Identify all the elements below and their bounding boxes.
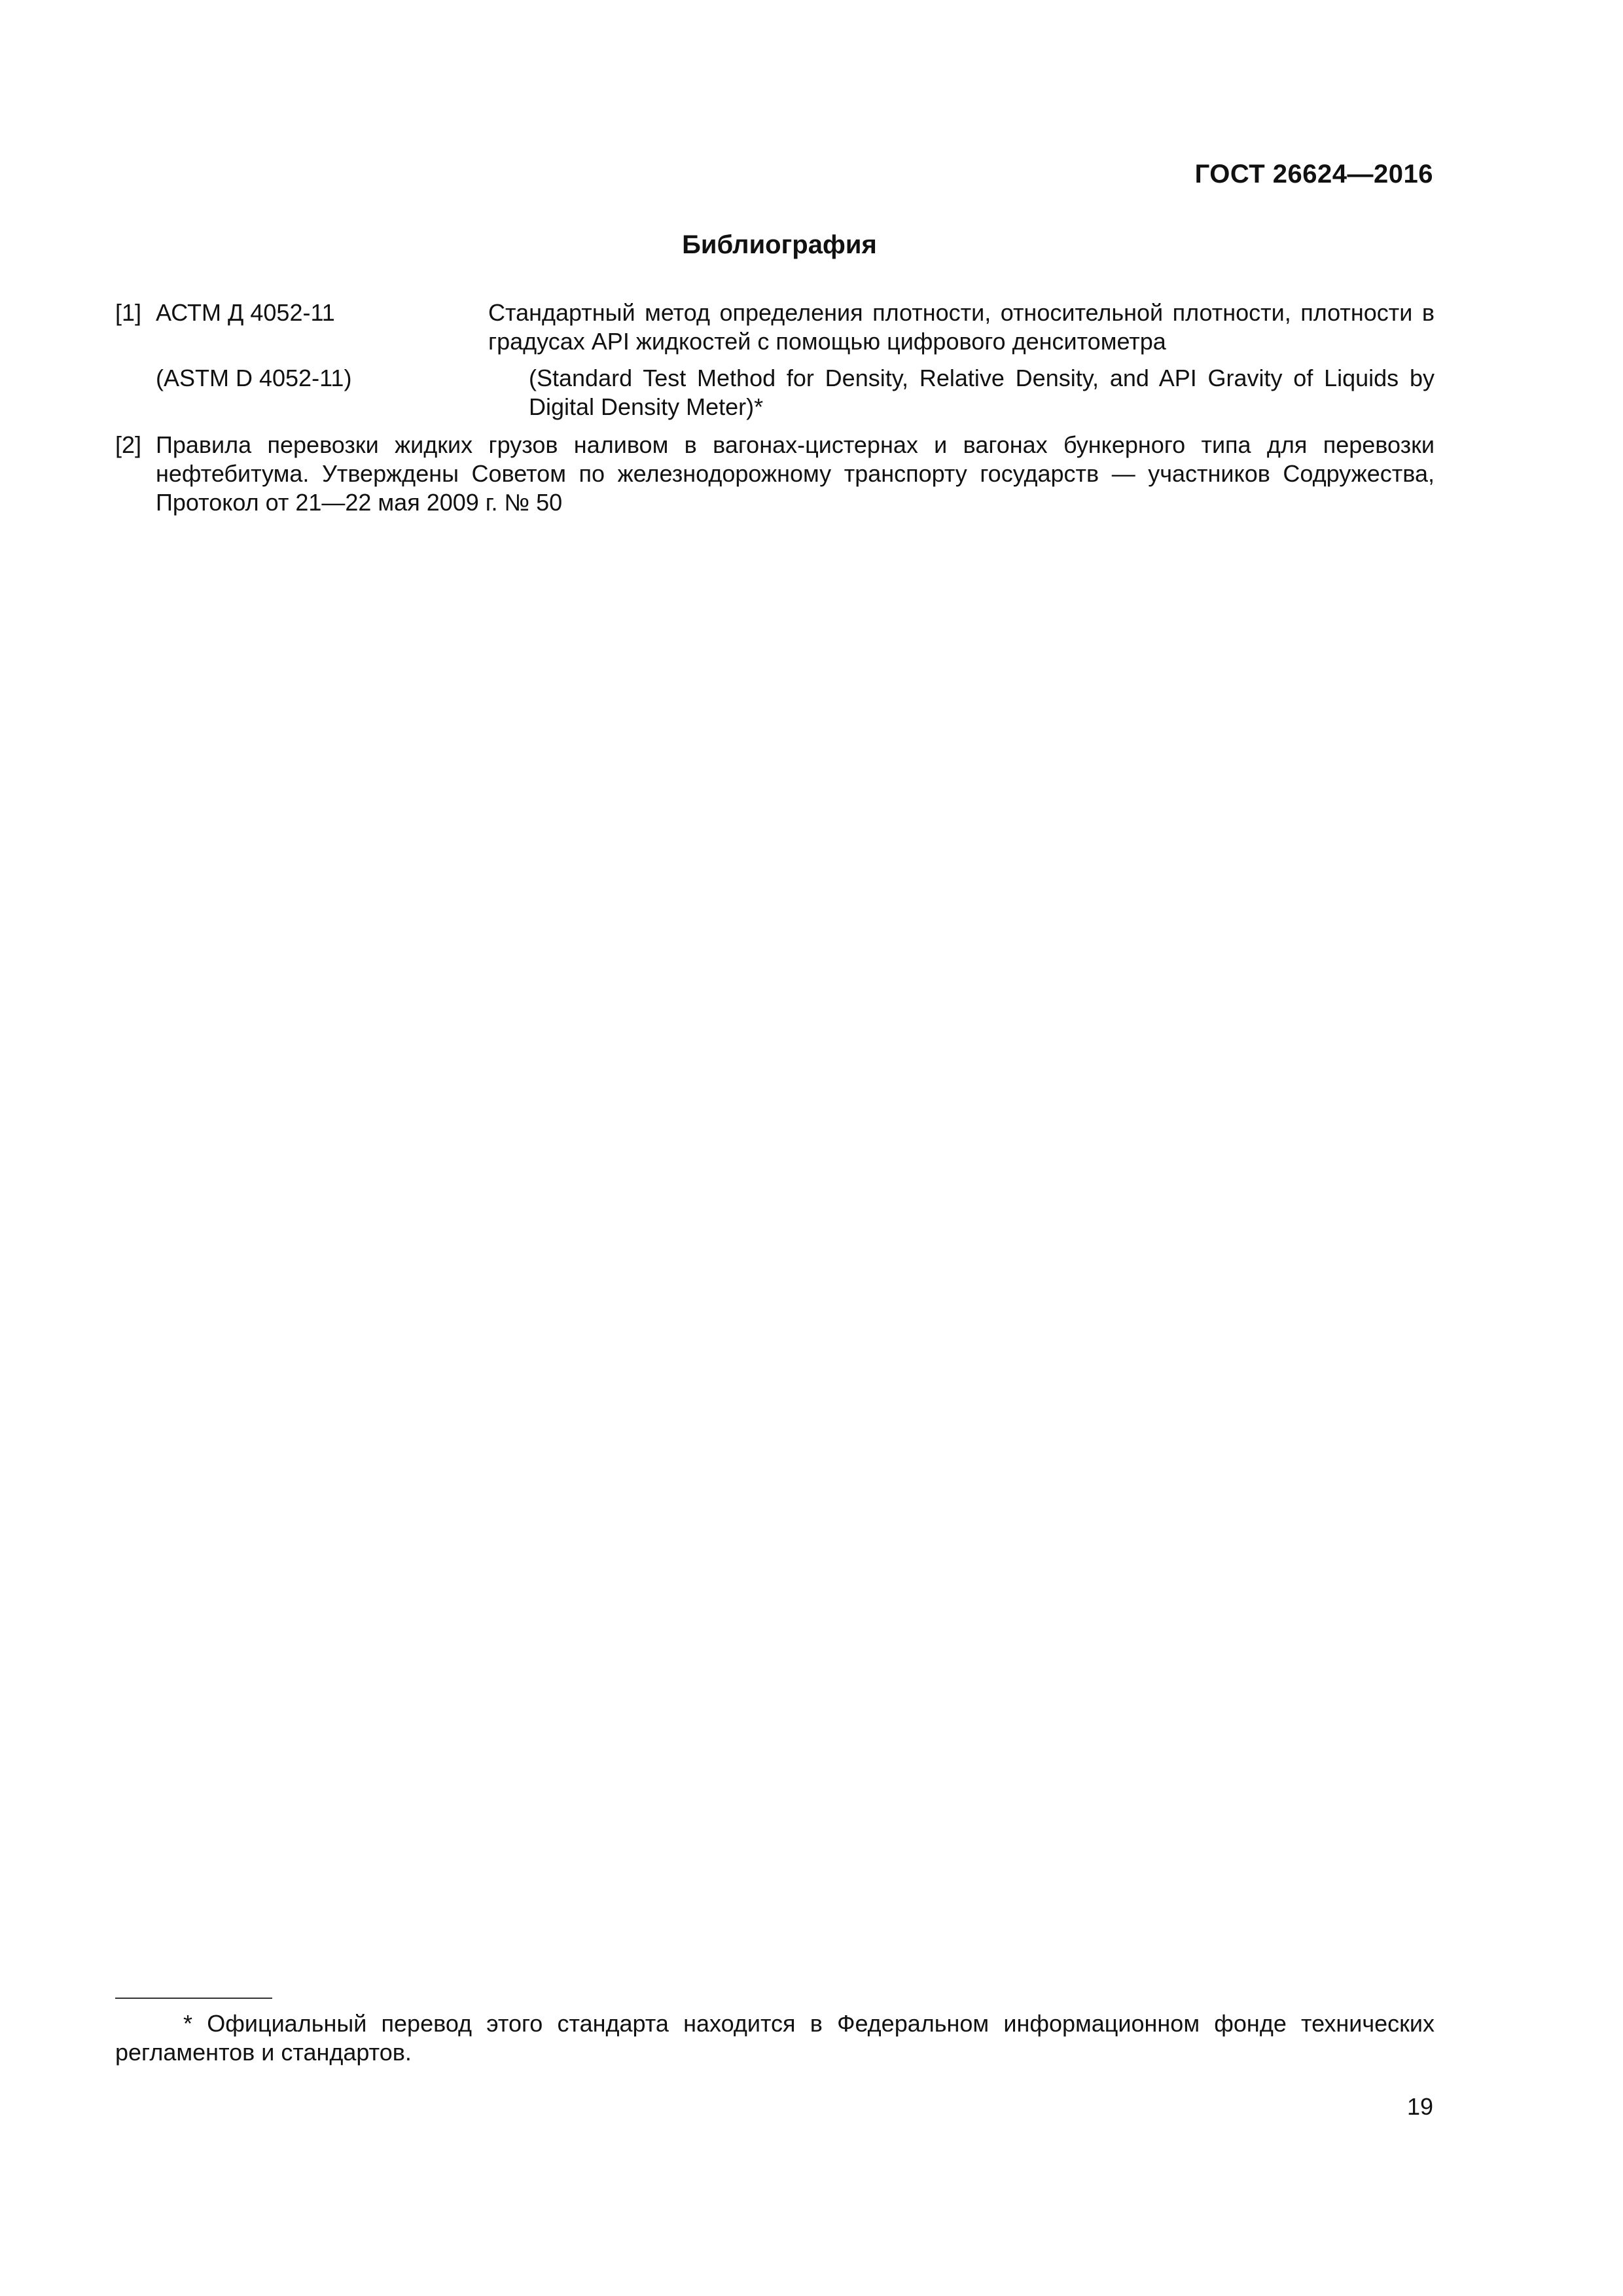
entry-code-ru: АСТМ Д 4052-11 xyxy=(156,299,335,326)
footnote-divider xyxy=(115,1998,272,1999)
entry-number: [1] xyxy=(115,299,142,326)
entry-number: [2] xyxy=(115,431,142,458)
entry-description: Правила перевозки жидких грузов наливом в вагонах-цистернах и вагонах бункерного типа для перевозки нефтебитума. Утверждены Советом по железнодорожному транспорту государств — участников Содружества, Протокол от 21—22 мая 2009 г. № 50 xyxy=(156,431,1435,516)
bibliography-list xyxy=(115,298,1435,517)
bibliography-entry-2 xyxy=(115,431,1435,517)
entry-description-ru: Стандартный метод определения плотности, относительной плотности, плотности в градусах API жидкостей с помощью цифрового денситометра xyxy=(488,299,1435,355)
section-title: Библиография xyxy=(682,230,877,259)
page-number: 19 xyxy=(1406,2093,1433,2120)
entry-description-en: (Standard Test Method for Density, Relative Density, and API Gravity of Liquids by Digital Density Meter)* xyxy=(529,365,1435,420)
footnote: * Официальный перевод этого стандарта находится в Федеральном информационном фонде технических регламентов и стандартов. xyxy=(115,2010,1435,2066)
bibliography-entry-1-original xyxy=(115,364,1435,422)
standard-id-header: ГОСТ 26624—2016 xyxy=(1194,160,1433,188)
entry-code-en: (ASTM D 4052-11) xyxy=(156,365,352,391)
bibliography-entry-1 xyxy=(115,298,1435,356)
